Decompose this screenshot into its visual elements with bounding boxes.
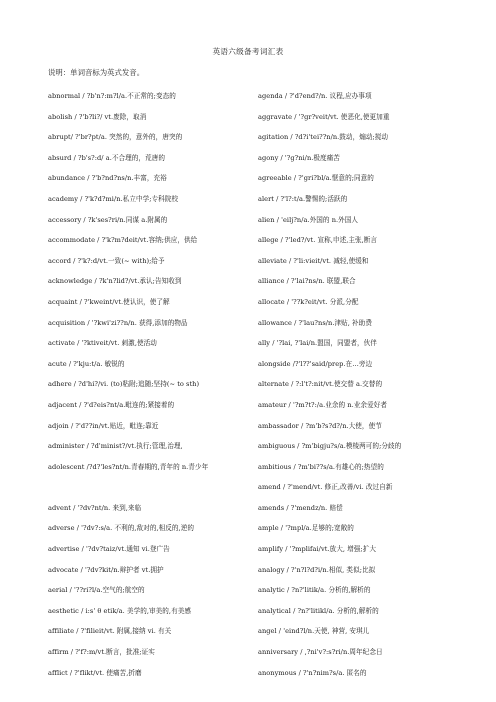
document-note: 说明：单词音标为英式发音。 xyxy=(48,68,145,77)
vocab-entry: aesthetic / i:s' θ etik/a. 美学的,审美的,有美感 xyxy=(48,606,192,615)
vocab-entry: analytical / ?n?'litikl/a. 分析的,解析的 xyxy=(258,606,379,615)
vocab-entry: ally / '?lai, ?'lai/n.盟国，同盟者，伙伴 xyxy=(258,339,377,348)
vocab-entry: alongside /?'l??'said/prep.在…旁边 xyxy=(258,359,373,368)
vocab-entry: acknowledge / ?k'n?lid?/vt.承认;告知收到 xyxy=(48,277,182,286)
vocab-entry: affirm / ?'f?:m/vt.断言，批准;证实 xyxy=(48,648,155,657)
vocab-entry: abrupt/ ?'br?pt/a. 突然的，意外的，唐突的 xyxy=(48,133,183,142)
vocab-entry: accord / ?'k?:d/vt.一致(~ with);给予 xyxy=(48,256,165,265)
vocab-entry: allowance / ?'lau?ns/n.津贴, 补助费 xyxy=(258,318,372,327)
vocab-entry: acquisition / '?kwi'zi??n/n. 获得,添加的物品 xyxy=(48,318,188,327)
vocab-entry: alert / ?'l?:t/a.警惕的;活跃的 xyxy=(258,194,348,203)
vocab-entry: amends / ?'mendz/n. 赔偿 xyxy=(258,503,343,512)
vocab-entry: amplify / '?mplifai/vt.放大, 增强;扩大 xyxy=(258,545,376,554)
vocab-entry: abundance / ?'b?nd?ns/n.丰富，充裕 xyxy=(48,174,167,183)
vocab-entry: agenda / ?'d?end?/n. 议程,应办事项 xyxy=(258,92,372,100)
vocab-entry: allocate / '??k?eit/vt. 分派,分配 xyxy=(258,297,359,306)
vocab-entry: advocate / '?dv?kit/n.辩护者 vt.拥护 xyxy=(48,565,164,574)
vocab-entry: alliance / ?'lai?ns/n. 联盟,联合 xyxy=(258,277,356,286)
vocab-entry: administer / ?d'minist?/vt.执行;管理,治理, xyxy=(48,442,183,451)
vocab-entry: accessory / ?k'ses?ri/n.同谋 a.附属的 xyxy=(48,215,168,224)
document-title: 英语六级备考词汇表 xyxy=(212,47,284,56)
vocab-entry: affiliate / ?'filieit/vt. 附属,接纳 vi. 有关 xyxy=(48,627,172,636)
vocab-entry: amend / ?'mend/vt. 修正,改善/vi. 改过自新 xyxy=(258,483,393,492)
vocab-entry: adolescent /?d?'les?nt/n.青春期的,青年的 n.青少年 xyxy=(48,462,209,471)
vocab-entry: agitation / ?d?i'tei??n/n.鼓动，煽动;搅动 xyxy=(258,133,389,142)
right-column xyxy=(258,86,463,683)
vocab-entry: agony / '?g?ni/n.极度痛苦 xyxy=(258,153,340,162)
vocab-entry: angel / 'eind?l/n.天使, 神营, 安琪儿 xyxy=(258,627,370,636)
vocab-entry: anonymous / ?'n?nim?s/a. 匿名的 xyxy=(258,668,367,677)
vocab-entry: advent / '?dv?nt/n. 来到,来临 xyxy=(48,503,142,512)
vocab-entry: alien / 'eilj?n/a.外国的 n.外国人 xyxy=(258,215,359,224)
vocab-entry: alternate / ?:l't?:nit/vt.使交替 a.交替的 xyxy=(258,380,383,389)
vocab-entry: agreeable / ?'gri?bl/a.惬意的;同意的 xyxy=(258,174,374,183)
vocab-entry: ample / '?mpl/a.足够的;宽敞的 xyxy=(258,524,354,533)
vocab-entry: ambitious / ?m'bi??s/a.有雄心的;热望的 xyxy=(258,462,384,471)
left-column xyxy=(48,86,258,683)
vocab-entry: accommodate / ?'k?m?deit/vt.容纳;供应，供给 xyxy=(48,236,198,245)
vocab-entry: activate / '?ktiveit/vt. 刺激,使活动 xyxy=(48,339,157,348)
vocab-entry: acute / ?'kju:t/a. 敏锐的 xyxy=(48,359,125,368)
vocab-entry: aerial / '??ri?l/a.空气的;航空的 xyxy=(48,586,145,595)
vocab-entry: adjacent / ?'d?eis?nt/a.毗连的;紧接着的 xyxy=(48,400,175,409)
vocab-entry: anniversary / ,?ni'v?:s?ri/n.周年纪念日 xyxy=(258,648,383,657)
vocab-entry: adverse / '?dv?:s/a. 不利的,敌对的,相反的,逆的 xyxy=(48,524,194,533)
vocab-entry: analytic / ?n?'litik/a. 分析的,解析的 xyxy=(258,586,371,595)
vocab-entry: adhere / ?d'hi?/vi. (to)粘附;追随;坚持(~ to sth) xyxy=(48,380,200,389)
vocab-entry: alleviate / ?'li:vieit/vt. 减轻,使缓和 xyxy=(258,256,369,265)
vocab-entry: analogy / ?'n?l?d?i/n.相似, 类似;比拟 xyxy=(258,565,376,574)
vocab-entry: academy / ?'k?d?mi/n.私立中学;专科院校 xyxy=(48,194,179,203)
vocab-entry: afflict / ?'flikt/vt. 使痛苦,折磨 xyxy=(48,668,142,677)
vocab-entry: allege / ?'led?/vt. 宣称,申述,主张,断言 xyxy=(258,236,378,245)
vocab-entry: amateur / '?m?t?:/a.业余的 n.业余爱好者 xyxy=(258,400,388,409)
vocab-entry: ambassador / ?m'b?s?d?/n.大使，使节 xyxy=(258,421,382,430)
vocab-entry: aggravate / '?gr?veit/vt. 使恶化,使更加重 xyxy=(258,112,390,121)
vocab-entry: adjoin / ?'d??in/vt.贴近，毗连;靠近 xyxy=(48,421,159,430)
vocab-entry: advertise / '?dv?taiz/vt.通知 vi.登广告 xyxy=(48,545,170,554)
vocab-entry: ambiguous / ?m'bigju?s/a.模棱两可的;分歧的 xyxy=(258,442,402,451)
vocab-entry: acquaint / ?'kweint/vt.使认识，使了解 xyxy=(48,297,170,306)
vocab-entry: abolish / ?'b?li?/ vt.废除，取消 xyxy=(48,112,147,121)
vocab-entry: abnormal / ?b'n?:m?l/a.不正常的;变态的 xyxy=(48,92,176,100)
vocab-entry: absurd / ?b's?:d/ a.不合理的，荒唐的 xyxy=(48,153,165,162)
